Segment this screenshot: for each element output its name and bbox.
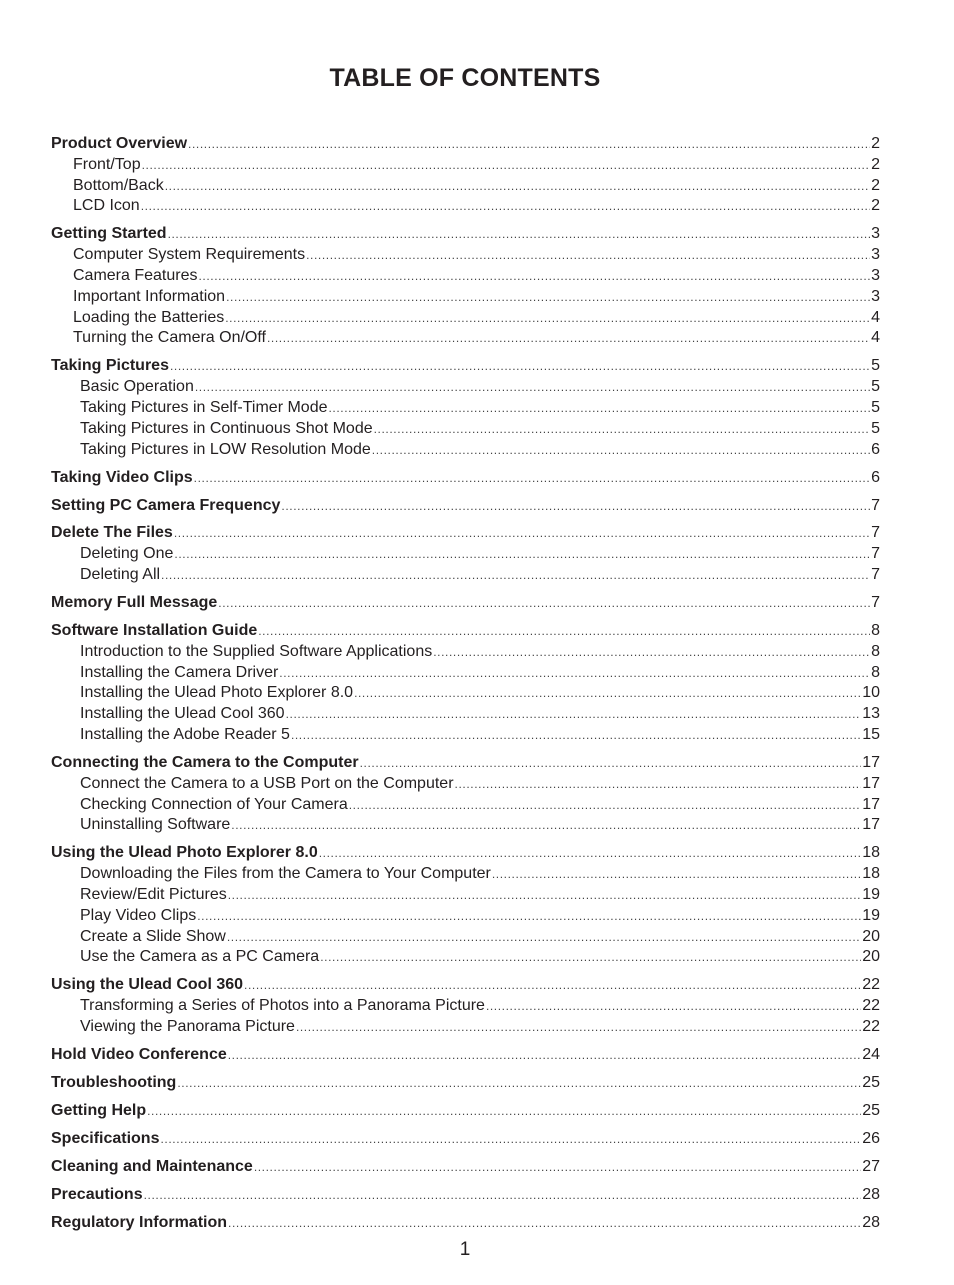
- toc-entry-page-number: 22: [862, 1017, 880, 1035]
- toc-subsection-entry[interactable]: [51, 704, 880, 725]
- toc-subsection-entry[interactable]: [51, 328, 880, 349]
- toc-entry-label: Use the Camera as a PC Camera: [80, 948, 320, 966]
- toc-section-entry[interactable]: [51, 621, 880, 642]
- dot-leader: [433, 642, 870, 663]
- dot-leader: [244, 975, 861, 996]
- toc-entry-page-number: 7: [871, 524, 880, 542]
- toc-entry-label: Taking Pictures in Continuous Shot Mode: [80, 419, 373, 437]
- toc-entry-label: Taking Pictures in LOW Resolution Mode: [80, 440, 371, 458]
- toc-section-entry[interactable]: [51, 356, 880, 377]
- toc-entry-page-number: 8: [871, 622, 880, 640]
- toc-subsection-entry[interactable]: [51, 947, 880, 968]
- dot-leader: [227, 927, 861, 948]
- toc-subsection-entry[interactable]: [51, 663, 880, 684]
- toc-entry-label: Connect the Camera to a USB Port on the Computer: [80, 774, 454, 792]
- toc-entry-page-number: 22: [862, 997, 880, 1015]
- toc-subsection-entry[interactable]: [51, 996, 880, 1017]
- page-title: TABLE OF CONTENTS: [329, 64, 601, 92]
- dot-leader: [360, 753, 862, 774]
- toc-section-entry[interactable]: [51, 1073, 880, 1094]
- toc-entry-label: Front/Top: [73, 155, 141, 173]
- toc-section-entry[interactable]: [51, 1185, 880, 1206]
- toc-entry-page-number: 7: [871, 496, 880, 514]
- toc-entry-label: Connecting the Camera to the Computer: [51, 754, 359, 772]
- toc-section-entry[interactable]: [51, 1101, 880, 1122]
- toc-entry-label: Product Overview: [51, 135, 188, 152]
- toc-entry-page-number: 7: [871, 545, 880, 563]
- dot-leader: [170, 356, 870, 377]
- toc-subsection-entry[interactable]: [51, 377, 880, 398]
- toc-subsection-entry[interactable]: [51, 1017, 880, 1038]
- toc-subsection-entry[interactable]: [51, 419, 880, 440]
- toc-entry-label: Memory Full Message: [51, 594, 218, 612]
- dot-leader: [226, 287, 870, 308]
- dot-leader: [319, 843, 861, 864]
- toc-entry-label: Software Installation Guide: [51, 622, 258, 640]
- toc-entry-label: Getting Help: [51, 1101, 147, 1119]
- toc-section-entry[interactable]: [51, 468, 880, 489]
- toc-entry-label: Important Information: [73, 287, 226, 305]
- toc-entry-label: Deleting All: [80, 566, 161, 584]
- dot-leader: [174, 544, 870, 565]
- dot-leader: [291, 725, 861, 746]
- toc-entry-page-number: 15: [862, 726, 880, 744]
- toc-subsection-entry[interactable]: [51, 683, 880, 704]
- dot-leader: [228, 1045, 861, 1066]
- toc-entry-label: Getting Started: [51, 225, 167, 243]
- toc-entry-label: Using the Ulead Photo Explorer 8.0: [51, 844, 318, 862]
- toc-entry-page-number: 3: [871, 287, 880, 305]
- toc-subsection-entry[interactable]: [51, 642, 880, 663]
- toc-subsection-entry[interactable]: [51, 725, 880, 746]
- toc-entry-page-number: 2: [871, 135, 880, 152]
- dot-leader: [141, 196, 870, 217]
- toc-section-entry[interactable]: [51, 1213, 880, 1234]
- dot-leader: [228, 885, 861, 906]
- toc-subsection-entry[interactable]: [51, 176, 880, 197]
- toc-entry-page-number: 5: [871, 419, 880, 437]
- toc-entry-label: Introduction to the Supplied Software Applications: [80, 642, 433, 660]
- table-of-contents: [51, 134, 880, 1234]
- toc-subsection-entry[interactable]: [51, 795, 880, 816]
- toc-subsection-entry[interactable]: [51, 815, 880, 836]
- toc-entry-label: Review/Edit Pictures: [80, 885, 227, 903]
- toc-subsection-entry[interactable]: [51, 196, 880, 217]
- dot-leader: [177, 1073, 861, 1094]
- dot-leader: [296, 1017, 861, 1038]
- toc-entry-page-number: 18: [862, 865, 880, 883]
- toc-entry-label: Using the Ulead Cool 360: [51, 976, 244, 994]
- toc-subsection-entry[interactable]: [51, 544, 880, 565]
- dot-leader: [486, 996, 861, 1017]
- toc-entry-page-number: 20: [862, 948, 880, 966]
- toc-subsection-entry[interactable]: [51, 864, 880, 885]
- toc-entry-page-number: 18: [862, 844, 880, 862]
- toc-subsection-entry[interactable]: [51, 287, 880, 308]
- toc-entry-label: Taking Pictures: [51, 357, 169, 375]
- toc-entry-label: Setting PC Camera Frequency: [51, 496, 281, 514]
- dot-leader: [142, 155, 871, 176]
- toc-entry-page-number: 17: [862, 816, 880, 834]
- dot-leader: [225, 308, 870, 329]
- toc-entry-label: Installing the Ulead Photo Explorer 8.0: [80, 684, 354, 702]
- toc-entry-label: Delete The Files: [51, 524, 173, 542]
- dot-leader: [168, 224, 871, 245]
- toc-subsection-entry[interactable]: [51, 155, 880, 176]
- toc-entry-page-number: 6: [871, 440, 880, 458]
- dot-leader: [144, 1185, 862, 1206]
- dot-leader: [188, 134, 870, 155]
- toc-entry-label: Installing the Adobe Reader 5: [80, 726, 290, 744]
- dot-leader: [320, 947, 861, 968]
- toc-entry-label: Hold Video Conference: [51, 1045, 227, 1063]
- toc-section-entry[interactable]: [51, 523, 880, 544]
- toc-entry-label: Camera Features: [73, 266, 198, 284]
- toc-entry-page-number: 13: [862, 705, 880, 723]
- toc-entry-page-number: 28: [862, 1213, 880, 1231]
- toc-entry-page-number: 27: [862, 1157, 880, 1175]
- dot-leader: [231, 815, 861, 836]
- dot-leader: [354, 683, 861, 704]
- toc-entry-page-number: 25: [862, 1073, 880, 1091]
- toc-entry-page-number: 3: [871, 225, 880, 243]
- toc-entry-page-number: 3: [871, 266, 880, 284]
- toc-entry-label: Loading the Batteries: [73, 308, 225, 326]
- toc-subsection-entry[interactable]: [51, 885, 880, 906]
- dot-leader: [349, 795, 861, 816]
- toc-section-entry[interactable]: [51, 134, 880, 155]
- dot-leader: [492, 864, 861, 885]
- toc-entry-page-number: 8: [871, 663, 880, 681]
- toc-entry-label: Basic Operation: [80, 378, 194, 396]
- toc-entry-label: Uninstalling Software: [80, 816, 231, 834]
- toc-entry-label: Installing the Ulead Cool 360: [80, 705, 285, 723]
- toc-entry-page-number: 2: [871, 197, 880, 215]
- toc-entry-page-number: 22: [862, 976, 880, 994]
- toc-entry-page-number: 3: [871, 246, 880, 264]
- dot-leader: [174, 523, 870, 544]
- toc-subsection-entry[interactable]: [51, 906, 880, 927]
- toc-subsection-entry[interactable]: [51, 398, 880, 419]
- dot-leader: [195, 377, 870, 398]
- toc-subsection-entry[interactable]: [51, 245, 880, 266]
- toc-section-entry[interactable]: [51, 1129, 880, 1150]
- toc-entry-page-number: 5: [871, 378, 880, 396]
- toc-subsection-entry[interactable]: [51, 927, 880, 948]
- toc-entry-page-number: 19: [862, 906, 880, 924]
- dot-leader: [165, 176, 870, 197]
- toc-section-entry[interactable]: [51, 1157, 880, 1178]
- toc-entry-page-number: 4: [871, 308, 880, 326]
- toc-section-entry[interactable]: [51, 593, 880, 614]
- dot-leader: [161, 565, 870, 586]
- toc-entry-label: LCD Icon: [73, 197, 140, 215]
- toc-section-entry[interactable]: [51, 1045, 880, 1066]
- toc-section-entry[interactable]: [51, 753, 880, 774]
- dot-leader: [228, 1213, 861, 1234]
- toc-entry-page-number: 8: [871, 642, 880, 660]
- toc-entry-label: Create a Slide Show: [80, 927, 226, 945]
- dot-leader: [194, 468, 870, 489]
- page-number: 1: [459, 1239, 471, 1260]
- toc-entry-page-number: 5: [871, 357, 880, 375]
- toc-entry-page-number: 28: [862, 1185, 880, 1203]
- dot-leader: [281, 496, 870, 517]
- dot-leader: [267, 328, 870, 349]
- dot-leader: [147, 1101, 861, 1122]
- toc-section-entry[interactable]: [51, 975, 880, 996]
- toc-entry-label: Play Video Clips: [80, 906, 197, 924]
- dot-leader: [306, 245, 870, 266]
- dot-leader: [160, 1129, 861, 1150]
- toc-section-entry[interactable]: [51, 843, 880, 864]
- dot-leader: [258, 621, 870, 642]
- toc-entry-label: Checking Connection of Your Camera: [80, 795, 348, 813]
- toc-entry-label: Taking Pictures in Self-Timer Mode: [80, 398, 328, 416]
- toc-entry-label: Transforming a Series of Photos into a Panorama Picture: [80, 997, 485, 1015]
- toc-entry-label: Regulatory Information: [51, 1213, 228, 1231]
- toc-subsection-entry[interactable]: [51, 266, 880, 287]
- toc-entry-label: Taking Video Clips: [51, 468, 193, 486]
- toc-subsection-entry[interactable]: [51, 308, 880, 329]
- toc-entry-page-number: 4: [871, 329, 880, 347]
- toc-entry-label: Specifications: [51, 1129, 160, 1147]
- toc-entry-page-number: 26: [862, 1129, 880, 1147]
- toc-entry-page-number: 7: [871, 594, 880, 612]
- dot-leader: [455, 774, 862, 795]
- toc-entry-page-number: 7: [871, 566, 880, 584]
- dot-leader: [218, 593, 870, 614]
- toc-entry-label: Cleaning and Maintenance: [51, 1157, 253, 1175]
- dot-leader: [329, 398, 871, 419]
- toc-subsection-entry[interactable]: [51, 440, 880, 461]
- toc-entry-label: Troubleshooting: [51, 1073, 177, 1091]
- toc-entry-label: Viewing the Panorama Picture: [80, 1017, 295, 1035]
- toc-entry-label: Installing the Camera Driver: [80, 663, 279, 681]
- toc-entry-page-number: 20: [862, 927, 880, 945]
- toc-entry-page-number: 17: [862, 774, 880, 792]
- toc-entry-label: Turning the Camera On/Off: [73, 329, 266, 347]
- toc-section-entry[interactable]: [51, 224, 880, 245]
- dot-leader: [199, 266, 871, 287]
- toc-entry-label: Downloading the Files from the Camera to Your Computer: [80, 865, 491, 883]
- dot-leader: [254, 1157, 861, 1178]
- toc-entry-page-number: 17: [862, 795, 880, 813]
- dot-leader: [197, 906, 861, 927]
- toc-entry-page-number: 6: [871, 468, 880, 486]
- toc-subsection-entry[interactable]: [51, 565, 880, 586]
- toc-entry-label: Bottom/Back: [73, 176, 164, 194]
- dot-leader: [372, 440, 870, 461]
- toc-entry-label: Deleting One: [80, 545, 174, 563]
- toc-entry-page-number: 19: [862, 885, 880, 903]
- toc-entry-label: Precautions: [51, 1185, 143, 1203]
- toc-entry-page-number: 2: [871, 176, 880, 194]
- dot-leader: [286, 704, 862, 725]
- toc-entry-page-number: 17: [862, 754, 880, 772]
- toc-subsection-entry[interactable]: [51, 774, 880, 795]
- dot-leader: [374, 419, 870, 440]
- toc-entry-page-number: 5: [871, 398, 880, 416]
- toc-entry-page-number: 2: [871, 155, 880, 173]
- toc-entry-page-number: 24: [862, 1045, 880, 1063]
- dot-leader: [279, 663, 870, 684]
- toc-entry-page-number: 25: [862, 1101, 880, 1119]
- toc-section-entry[interactable]: [51, 496, 880, 517]
- toc-entry-label: Computer System Requirements: [73, 246, 306, 264]
- toc-entry-page-number: 10: [862, 684, 880, 702]
